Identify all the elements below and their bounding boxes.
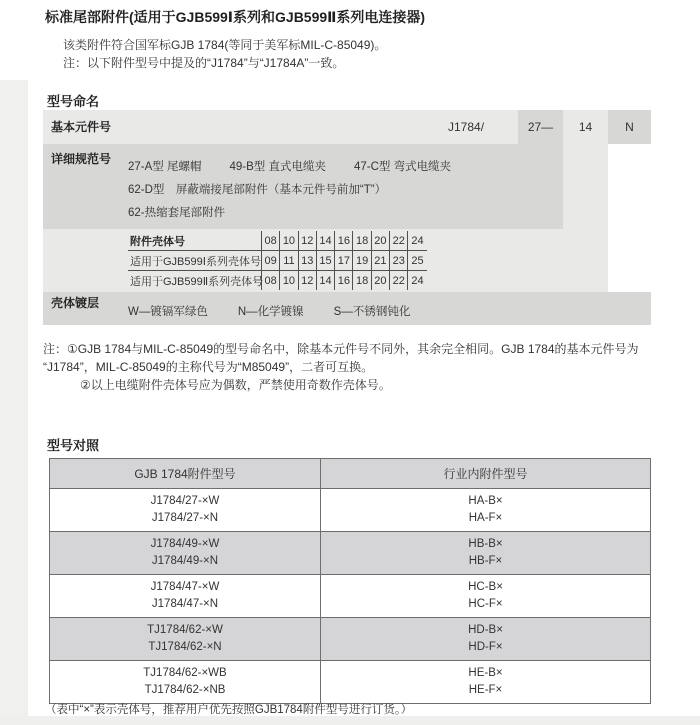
detail-spec-lines — [128, 154, 451, 223]
industry-model-cell — [321, 618, 650, 660]
detail-spec-segment: 27-A型 尾螺帽 — [128, 160, 202, 173]
gjb-model-line: TJ1784/62-×WB — [143, 667, 227, 679]
gjb-model-line: TJ1784/62-×N — [148, 641, 222, 653]
intro-line-2: 注：以下附件型号中提及的“J1784”与“J1784A”一致。 — [63, 56, 345, 70]
shell-size-cell: 12 — [299, 231, 317, 250]
comparison-row — [50, 532, 650, 575]
shell-size-cell: 10 — [280, 231, 298, 250]
shell-size-cell: 16 — [335, 271, 353, 290]
note-line-1: 注：①GJB 1784与MIL-C-85049的型号命名中，除基本元件号不同外，其余完全相同。GJB 1784的基本元件号为 — [43, 342, 639, 356]
basic-part-label: 基本元件号 — [51, 120, 112, 134]
page-edge-bottom — [0, 716, 700, 725]
table-footnote: （表中“×”表示壳体号，推荐用户优先按照GJB1784附件型号进行订货。） — [45, 704, 413, 716]
industry-model-cell — [321, 489, 650, 531]
shell-size-cell: 13 — [299, 251, 317, 270]
shell-table-row — [128, 271, 427, 290]
industry-model-line: HD-F× — [468, 641, 503, 653]
page-title: 标准尾部附件(适用于GJB599Ⅰ系列和GJB599Ⅱ系列电连接器) — [45, 9, 426, 25]
code-cell-spec: 27— — [518, 110, 563, 229]
shell-size-cell: 20 — [372, 231, 390, 250]
industry-model-line: HA-F× — [468, 512, 503, 524]
detail-spec-line — [128, 200, 451, 223]
gjb-model-line: J1784/49-×N — [151, 555, 219, 567]
page-edge-left — [0, 80, 28, 725]
shell-size-cell: 10 — [280, 271, 298, 290]
shell-size-cell: 25 — [411, 254, 424, 267]
gjb-model-line: J1784/47-×N — [151, 598, 219, 610]
shell-table — [128, 231, 427, 290]
plating-option: W—镀镉军绿色 — [128, 306, 208, 318]
shell-size-cell: 14 — [317, 231, 335, 250]
shell-size-cell: 11 — [280, 251, 298, 270]
shell-size-cell: 16 — [335, 231, 353, 250]
industry-model-cell — [321, 661, 650, 703]
shell-size-cell: 21 — [372, 251, 390, 270]
gjb-model-cell — [50, 661, 321, 703]
industry-model-line: HB-F× — [468, 555, 503, 567]
gjb-model-cell — [50, 618, 321, 660]
comparison-table-header — [50, 459, 650, 489]
comparison-table — [49, 458, 651, 704]
shell-size-cell: 23 — [390, 251, 408, 270]
comparison-row — [50, 575, 650, 618]
comparison-row — [50, 618, 650, 661]
industry-model-cell — [321, 532, 650, 574]
detail-spec-line — [128, 154, 451, 177]
code-cell-shell: 14 — [563, 110, 608, 292]
note-line-3: ②以上电缆附件壳体号应为偶数，严禁使用奇数作壳体号。 — [80, 378, 391, 392]
detail-spec-segment: 62-D型 屏蔽端接尾部附件（基本元件号前加“T”） — [128, 183, 387, 196]
shell-size-cell: 15 — [317, 251, 335, 270]
shell-number-block — [43, 229, 608, 292]
detail-spec-block — [43, 144, 518, 229]
shell-row-label: 附件壳体号 — [128, 231, 262, 250]
gjb-model-cell — [50, 532, 321, 574]
shell-row-label: 适用于GJB599Ⅰ系列壳体号 — [128, 251, 262, 270]
gjb-model-line: TJ1784/62-×NB — [144, 684, 226, 696]
basic-part-row — [43, 110, 518, 144]
gjb-model-line: TJ1784/62-×W — [147, 624, 223, 636]
industry-model-line: HA-B× — [468, 495, 503, 507]
industry-model-cell — [321, 575, 650, 617]
detail-spec-line — [128, 177, 451, 200]
detail-spec-label: 详细规范号 — [51, 152, 112, 166]
detail-spec-segment: 49-B型 直式电缆夹 — [229, 160, 326, 173]
shell-size-cell: 22 — [390, 271, 408, 290]
gjb-model-line: J1784/27-×W — [150, 495, 220, 507]
gjb-model-cell — [50, 489, 321, 531]
shell-size-cell: 09 — [262, 251, 280, 270]
industry-model-line: HB-B× — [468, 538, 503, 550]
plating-option: N—化学镀镍 — [237, 306, 304, 318]
detail-spec-segment: 47-C型 弯式电缆夹 — [354, 160, 452, 173]
shell-size-cell: 18 — [353, 271, 371, 290]
gjb-model-line: J1784/27-×N — [151, 512, 219, 524]
shell-size-cell: 08 — [262, 231, 280, 250]
shell-size-cell: 18 — [353, 231, 371, 250]
shell-table-row — [128, 251, 427, 271]
code-cell-plating: N — [608, 110, 651, 144]
comparison-heading: 型号对照 — [47, 438, 100, 453]
shell-size-cell: 14 — [317, 271, 335, 290]
gjb-model-line: J1784/47-×W — [150, 581, 220, 593]
plating-label: 壳体镀层 — [51, 296, 100, 310]
shell-size-cell: 17 — [335, 251, 353, 270]
note-line-2: “J1784”，MIL-C-85049的主称代号为“M85049”，二者可互换。 — [43, 360, 374, 374]
shell-size-cell: 24 — [411, 274, 424, 287]
comparison-col1-header: GJB 1784附件型号 — [50, 459, 321, 488]
basic-part-prefix: J1784/ — [448, 120, 485, 134]
comparison-table-body — [50, 489, 650, 703]
shell-row-label: 适用于GJB599Ⅱ系列壳体号 — [128, 271, 262, 290]
comparison-row — [50, 661, 650, 703]
shell-size-cell: 24 — [411, 234, 424, 247]
plating-option: S—不锈钢钝化 — [333, 306, 411, 318]
naming-heading: 型号命名 — [47, 94, 100, 109]
shell-size-cell: 20 — [372, 271, 390, 290]
industry-model-line: HE-B× — [468, 667, 503, 679]
detail-spec-segment: 62-热缩套尾部附件 — [128, 206, 226, 219]
shell-size-cell: 12 — [299, 271, 317, 290]
shell-size-cell: 19 — [353, 251, 371, 270]
intro-line-1: 该类附件符合国军标GJB 1784(等同于美军标MIL-C-85049)。 — [63, 38, 387, 52]
industry-model-line: HC-B× — [468, 581, 503, 593]
gjb-model-line: J1784/49-×W — [150, 538, 220, 550]
comparison-col2-header: 行业内附件型号 — [443, 467, 528, 481]
plating-block — [43, 292, 651, 325]
plating-options — [128, 303, 410, 319]
gjb-model-cell — [50, 575, 321, 617]
shell-size-cell: 08 — [262, 271, 280, 290]
shell-table-row — [128, 231, 427, 251]
industry-model-line: HE-F× — [468, 684, 503, 696]
industry-model-line: HD-B× — [468, 624, 503, 636]
comparison-row — [50, 489, 650, 532]
industry-model-line: HC-F× — [468, 598, 503, 610]
shell-size-cell: 22 — [390, 231, 408, 250]
